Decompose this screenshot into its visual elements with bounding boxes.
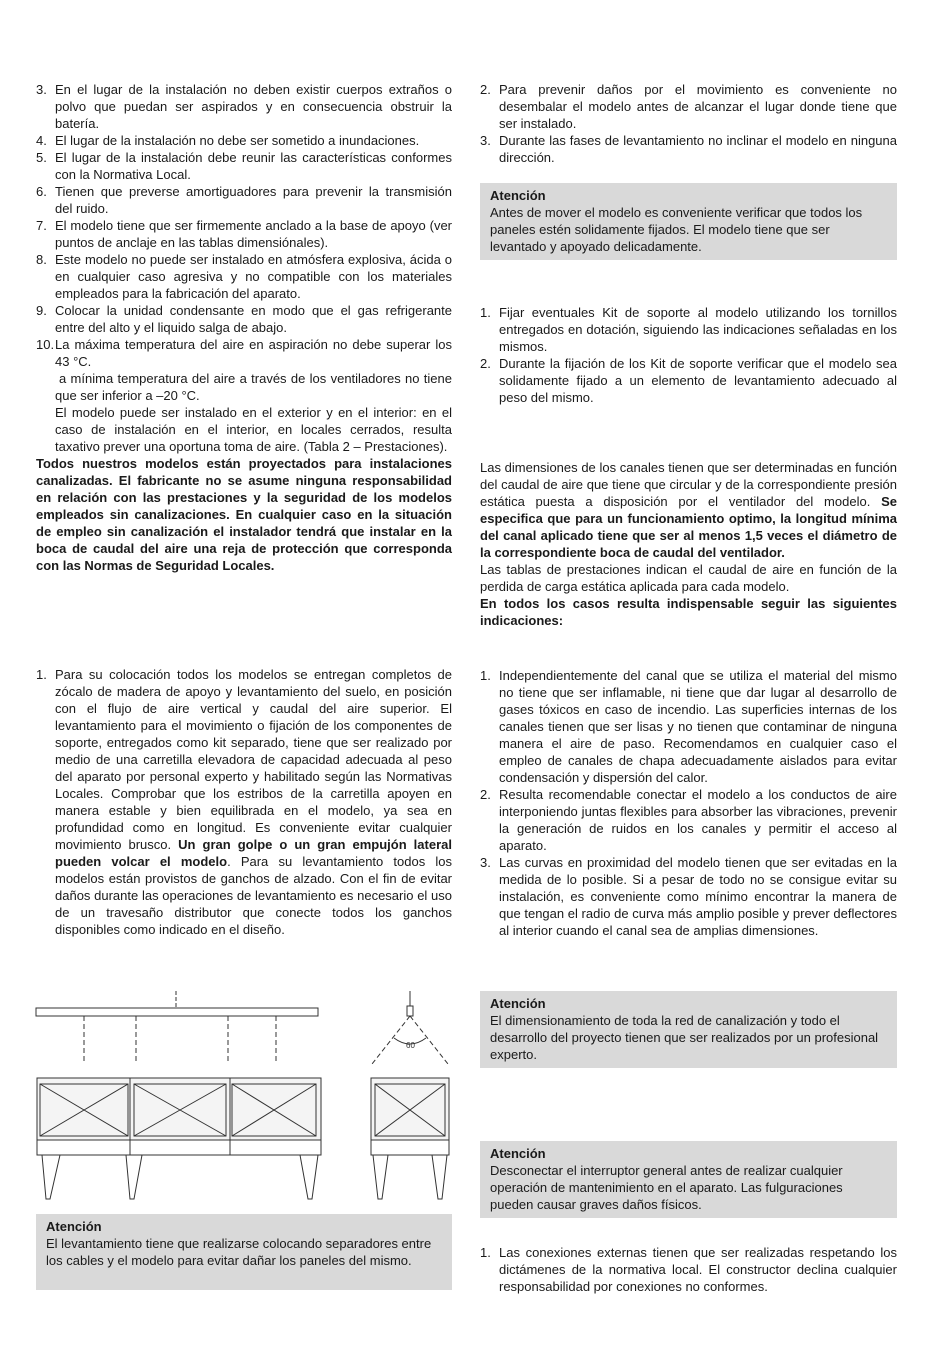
attention-heading: Atención (490, 996, 546, 1011)
attention-text: El dimensionamiento de toda la red de canalización y todo el desarrollo del proyecto tienen que ser realizados por un profesional experto. (490, 1013, 879, 1062)
left-column-lifting (36, 666, 452, 938)
list-item: 3. Durante las fases de levantamiento no inclinar el modelo en ninguna dirección. (480, 133, 897, 165)
indications-paragraph: En todos los casos resulta indispensable seguir las siguientes indicaciones: (480, 596, 897, 628)
list-item: 4. El lugar de la instalación no debe ser sometido a inundaciones. (36, 133, 420, 148)
list-item: 3. Las curvas en proximidad del modelo tienen que ser evitadas en la medida de lo posible. Si a pesar de todo no se consigue evitar su instalación, es conveniente como mínimo encontrar la manera de que tengan el radio de curva más amplio posible y prever deflectores al interior cuando el canal sea de amplias dimensiones. (480, 855, 897, 938)
angle-label: 60 (406, 1041, 415, 1050)
list-item: 6. Tienen que preverse amortiguadores para prevenir la transmisión del ruido. (36, 184, 452, 216)
attention-text: Antes de mover el modelo es conveniente verificar que todos los paneles estén solidamente fijados. El modelo tiene que ser levantado y apoyado delicadamente. (490, 205, 863, 254)
list-item: 1. Fijar eventuales Kit de soporte al modelo utilizando los tornillos entregados en dotación, siguiendo las indicaciones señaladas en los mismos. (480, 305, 897, 354)
list-item: 5. El lugar de la instalación debe reunir las características conformes con la Normativa Local. (36, 150, 452, 182)
attention-heading: Atención (490, 1146, 546, 1161)
model-install-paragraph: El modelo puede ser instalado en el exterior y en el interior: en el caso de instalación en el interior, en locales cerrados, resulta taxativo prever una oportuna toma de aire. (Tabla 2 – Prestaciones). (55, 405, 452, 454)
list-item: 9. Colocar la unidad condensante en modo que el gas refrigerante entre del alto y el liquido salga de abajo. (36, 303, 452, 335)
installation-list (36, 81, 452, 370)
attention-box-move (480, 183, 897, 260)
list-item: 8. Este modelo no puede ser instalado en atmósfera explosiva, ácida o en cualquier caso agresiva y no compatible con los materiales empleados para la fabricación del aparato. (36, 252, 452, 301)
connections-section (480, 1244, 897, 1295)
duct-rules-list (480, 667, 897, 939)
min-temp-paragraph: a mínima temperatura del aire a través de los ventiladores no tiene que ser inferior a –20 °C. (55, 371, 452, 403)
list-item: 10. La máxima temperatura del aire en aspiración no debe superar los 43 °C. (36, 337, 452, 369)
warning-bold-paragraph: Todos nuestros modelos están proyectados para instalaciones canalizadas. El fabricante no se asume ninguna responsabilidad en relación con las prestaciones y la seguridad de los modelos empleados sin canalizaciones. En cualquier caso en la situación de empleo sin canalización el instalador tendrá que instalar en la boca de caudal del aire una reja de protección que corresponda con las Normas de Seguridad Locales. (36, 456, 452, 573)
list-item: 7. El modelo tiene que ser firmemente anclado a la base de apoyo (ver puntos de anclaje en las tablas dimensiónales). (36, 218, 452, 250)
connections-list (480, 1244, 897, 1295)
list-item: 1. Las conexiones externas tienen que ser realizadas respetando los dictámenes de la normativa local. El constructor declina cualquier responsabilidad por conexiones no conformes. (480, 1245, 897, 1294)
ducts-section (480, 459, 897, 629)
performance-paragraph: Las tablas de prestaciones indican el caudal de aire en función de la perdida de carga estática aplicada para cada modelo. (480, 562, 897, 594)
list-item: 2. Para prevenir daños por el movimiento es conveniente no desembalar el modelo antes de alcanzar el lugar donde tiene que ser instalado. (480, 82, 897, 131)
support-kit-list (480, 304, 897, 406)
attention-heading: Atención (46, 1219, 102, 1234)
list-item: 1. Independientemente del canal que se utiliza el material del mismo no tiene que ser inflamable, ni tiene que dar lugar al desarrollo de gases tóxicos en caso de incendio. Las superficies internas de los canales tienen que ser lisas y no tienen que contaminar de ninguna manera el aire de paso. Recomendamos en cualquier caso el empleo de canales de chapa adecuadamente aislados para evitar condensación y dispersión del calor. (480, 668, 897, 785)
attention-box-ducts (480, 991, 897, 1068)
attention-box-maintenance (480, 1141, 897, 1218)
ducts-paragraph: Las dimensiones de los canales tienen que ser determinadas en función del caudal de aire que tiene que circular y de la correspondiente presión estática puesta a disposición por el ventilador del modelo. Se especifica que para un funcionamiento optimo, la longitud mínima del canal aplicado tiene que ser al menos 1,5 veces el diámetro de la correspondiente boca de caudal del ventilador. (480, 460, 897, 560)
duct-rules-section (480, 667, 897, 939)
left-column-top (36, 81, 452, 574)
attention-text: El levantamiento tiene que realizarse colocando separadores entre los cables y el modelo para evitar dañar los paneles del mismo. (46, 1236, 432, 1268)
support-kit-section (480, 304, 897, 406)
lifting-diagram (30, 986, 460, 1208)
list-item: 2. Durante la fijación de los Kit de soporte verificar que el modelo sea solidamente fijado a un elemento de levantamiento adecuado al peso del mismo. (480, 356, 897, 405)
list-item: 3. En el lugar de la instalación no deben existir cuerpos extraños o polvo que puedan ser aspirados y en consecuencia obstruir la batería. (36, 82, 452, 131)
movement-list (480, 81, 897, 166)
list-item: 1. Para su colocación todos los modelos se entregan completos de zócalo de madera de apoyo y levantamiento del suelo, en posición con el flujo de aire vertical y caudal del aire superior. El levantamiento para el movimiento o fijación de los componentes de soporte, entregados como kit separado, tiene que ser realizado por medio de una carretilla elevadora de capacidad adecuada al peso del aparato por personal experto y habilitado según las Normativas Locales. Comprobar que los estribos de la carretilla apoyen en manera estable y bien equilibrada en el modelo, ya sea en profundidad como en longitud. Es conveniente evitar cualquier movimiento brusco. Un gran golpe o un gran empujón lateral pueden volcar el modelo. Para su levantamiento todos los modelos están provistos de ganchos de alzado. Con el fin de evitar daños durante las operaciones de levantamiento es necesario el uso de un travesaño distributor que conecte todos los ganchos disponibles como indicado en el diseño. (36, 667, 452, 937)
right-column-top (480, 81, 897, 166)
attention-text: Desconectar el interruptor general antes de realizar cualquier operación de mantenimiento en el aparato. Las fulguraciones pueden causar graves daños físicos. (490, 1163, 843, 1212)
list-item: 2. Resulta recomendable conectar el modelo a los conductos de aire interponiendo juntas flexibles para absorber las vibraciones, prevenir la generación de ruidos en los canales y permitir el acceso al aparato. (480, 787, 897, 853)
attention-box-left (36, 1214, 452, 1290)
lifting-list (36, 666, 452, 938)
attention-heading: Atención (490, 188, 546, 203)
